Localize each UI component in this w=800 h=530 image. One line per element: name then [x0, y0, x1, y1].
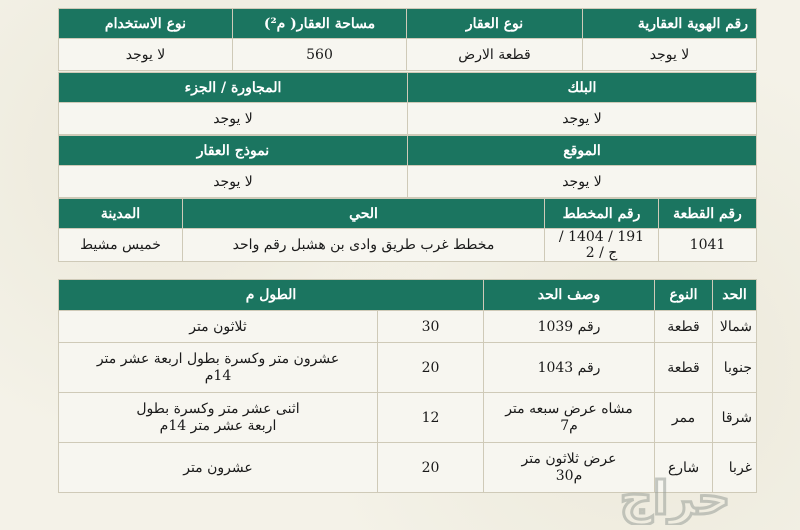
- value-property-type: قطعة الارض: [407, 39, 583, 71]
- cell-length-text: عشرون متر: [59, 443, 378, 493]
- plot-details-table: [58, 198, 757, 262]
- cell-description: مشاه عرض سبعه متر م7: [484, 393, 655, 443]
- cell-side: جنوبا: [713, 343, 757, 393]
- header-block: البلك: [408, 73, 757, 103]
- value-city: خميس مشيط: [59, 229, 183, 262]
- header-plot-number: رقم القطعة: [659, 199, 757, 229]
- cell-side: شرقا: [713, 393, 757, 443]
- location-model-table: [58, 135, 757, 198]
- header-row: [59, 199, 757, 229]
- table-row: [59, 393, 757, 443]
- cell-length-number: 30: [378, 311, 484, 343]
- cell-length-number: 20: [378, 443, 484, 493]
- header-boundary: الحد: [713, 280, 757, 311]
- header-location: الموقع: [408, 136, 757, 166]
- value-row: [59, 166, 757, 198]
- header-row: [59, 73, 757, 103]
- value-row: [59, 39, 757, 71]
- value-row: [59, 229, 757, 262]
- header-description: وصف الحد: [484, 280, 655, 311]
- cell-length-text: ثلاثون متر: [59, 311, 378, 343]
- header-usage-type: نوع الاستخدام: [59, 9, 233, 39]
- header-property-type: نوع العقار: [407, 9, 583, 39]
- cell-type: ممر: [655, 393, 713, 443]
- header-row: [59, 280, 757, 311]
- value-property-area: 560: [233, 39, 407, 71]
- value-usage-type: لا يوجد: [59, 39, 233, 71]
- property-info-table: [58, 8, 757, 71]
- header-property-area: مساحة العقار( م²): [233, 9, 407, 39]
- cell-length-number: 20: [378, 343, 484, 393]
- header-neighborhood-part: المجاورة / الجزء: [59, 73, 408, 103]
- cell-description: رقم 1043: [484, 343, 655, 393]
- cell-description: رقم 1039: [484, 311, 655, 343]
- cell-type: قطعة: [655, 343, 713, 393]
- haraj-watermark-logo: [565, 470, 785, 525]
- header-property-model: نموذج العقار: [59, 136, 408, 166]
- header-district: الحي: [183, 199, 545, 229]
- cell-side: غربا: [713, 443, 757, 493]
- cell-side: شمالا: [713, 311, 757, 343]
- cell-description: عرض ثلاثون متر م30: [484, 443, 655, 493]
- value-neighborhood-part: لا يوجد: [59, 103, 408, 135]
- value-row: [59, 103, 757, 135]
- value-property-id: لا يوجد: [583, 39, 757, 71]
- block-neighborhood-table: [58, 72, 757, 135]
- watermark-logo-graphic: [565, 470, 785, 525]
- boundaries-table: [58, 279, 757, 493]
- table-row: [59, 311, 757, 343]
- cell-length-text: عشرون متر وكسرة بطول اربعة عشر متر 14م: [59, 343, 378, 393]
- cell-type: شارع: [655, 443, 713, 493]
- header-row: [59, 136, 757, 166]
- header-plan-number: رقم المخطط: [545, 199, 659, 229]
- cell-length-number: 12: [378, 393, 484, 443]
- header-length: الطول م: [59, 280, 484, 311]
- value-block: لا يوجد: [408, 103, 757, 135]
- header-property-id: رقم الهوية العقارية: [583, 9, 757, 39]
- cell-type: قطعة: [655, 311, 713, 343]
- value-district: مخطط غرب طريق وادى بن هشبل رقم واحد: [183, 229, 545, 262]
- watermark-text: حراج: [619, 471, 731, 525]
- value-property-model: لا يوجد: [59, 166, 408, 198]
- value-location: لا يوجد: [408, 166, 757, 198]
- value-plot-number: 1041: [659, 229, 757, 262]
- cell-length-text: اثنى عشر متر وكسرة بطول اربعة عشر متر 14م: [59, 393, 378, 443]
- header-type: النوع: [655, 280, 713, 311]
- table-row: [59, 343, 757, 393]
- header-row: [59, 9, 757, 39]
- header-city: المدينة: [59, 199, 183, 229]
- value-plan-number: 191 / 1404 / ج / 2: [545, 229, 659, 262]
